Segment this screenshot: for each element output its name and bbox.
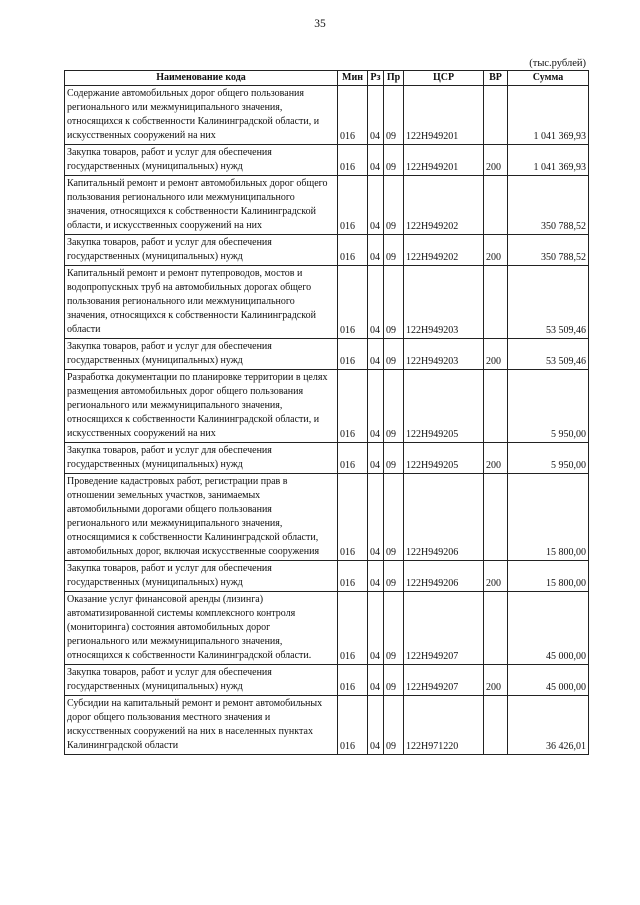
table-row	[65, 176, 589, 235]
row-rz: 04	[368, 176, 384, 235]
row-sum: 350 788,52	[508, 235, 589, 266]
row-name: Закупка товаров, работ и услуг для обеспечения государственных (муниципальных) нужд	[65, 235, 338, 266]
row-sum: 15 800,00	[508, 474, 589, 561]
row-rz: 04	[368, 235, 384, 266]
row-sum: 15 800,00	[508, 561, 589, 592]
row-min: 016	[338, 561, 368, 592]
header-min: Мин	[338, 71, 368, 86]
row-vr	[484, 176, 508, 235]
table-row	[65, 443, 589, 474]
row-sum: 45 000,00	[508, 592, 589, 665]
row-pr: 09	[384, 370, 404, 443]
row-pr: 09	[384, 474, 404, 561]
row-csr: 122Н949205	[404, 370, 484, 443]
row-min: 016	[338, 370, 368, 443]
table-row	[65, 235, 589, 266]
row-min: 016	[338, 266, 368, 339]
row-pr: 09	[384, 235, 404, 266]
row-csr: 122Н949203	[404, 339, 484, 370]
row-csr: 122Н949201	[404, 145, 484, 176]
row-pr: 09	[384, 176, 404, 235]
row-sum: 1 041 369,93	[508, 145, 589, 176]
budget-table	[64, 70, 589, 755]
row-pr: 09	[384, 266, 404, 339]
row-sum: 5 950,00	[508, 443, 589, 474]
row-rz: 04	[368, 443, 384, 474]
row-vr: 200	[484, 665, 508, 696]
row-vr	[484, 86, 508, 145]
row-pr: 09	[384, 443, 404, 474]
row-rz: 04	[368, 339, 384, 370]
row-vr: 200	[484, 235, 508, 266]
row-min: 016	[338, 665, 368, 696]
row-name: Капитальный ремонт и ремонт путепроводов, мостов и водопропускных труб на автомобильных дорогах общего пользования регионального или межмуниципального значения, относящихся к собственности Калининградской области	[65, 266, 338, 339]
row-min: 016	[338, 235, 368, 266]
row-min: 016	[338, 339, 368, 370]
row-csr: 122Н949203	[404, 266, 484, 339]
row-vr	[484, 370, 508, 443]
row-min: 016	[338, 86, 368, 145]
table-row	[65, 145, 589, 176]
row-vr	[484, 266, 508, 339]
row-csr: 122Н971220	[404, 696, 484, 755]
table-row	[65, 339, 589, 370]
row-name: Закупка товаров, работ и услуг для обеспечения государственных (муниципальных) нужд	[65, 561, 338, 592]
table-row	[65, 266, 589, 339]
row-rz: 04	[368, 561, 384, 592]
row-rz: 04	[368, 370, 384, 443]
row-vr	[484, 592, 508, 665]
row-name: Капитальный ремонт и ремонт автомобильных дорог общего пользования регионального или межмуниципального значения, относящихся к собственности Калининградской области, и искусственных сооружений на них	[65, 176, 338, 235]
row-pr: 09	[384, 561, 404, 592]
row-rz: 04	[368, 665, 384, 696]
row-name: Проведение кадастровых работ, регистрации прав в отношении земельных участков, занимаемых автомобильными дорогами общего пользования регионального или межмуниципального значения, относящимися к собственности Калининградской области, автомобильных дорог, включая искусственные сооружения	[65, 474, 338, 561]
row-csr: 122Н949202	[404, 176, 484, 235]
row-pr: 09	[384, 696, 404, 755]
row-name: Закупка товаров, работ и услуг для обеспечения государственных (муниципальных) нужд	[65, 443, 338, 474]
row-rz: 04	[368, 145, 384, 176]
row-vr: 200	[484, 443, 508, 474]
row-min: 016	[338, 176, 368, 235]
row-csr: 122Н949202	[404, 235, 484, 266]
header-pr: Пр	[384, 71, 404, 86]
header-rz: Рз	[368, 71, 384, 86]
table-row	[65, 86, 589, 145]
table-header-row	[65, 71, 589, 86]
row-vr	[484, 696, 508, 755]
row-sum: 36 426,01	[508, 696, 589, 755]
row-min: 016	[338, 696, 368, 755]
row-name: Закупка товаров, работ и услуг для обеспечения государственных (муниципальных) нужд	[65, 145, 338, 176]
row-rz: 04	[368, 592, 384, 665]
table-row	[65, 474, 589, 561]
row-min: 016	[338, 474, 368, 561]
row-min: 016	[338, 145, 368, 176]
row-rz: 04	[368, 696, 384, 755]
row-name: Оказание услуг финансовой аренды (лизинга) автоматизированной системы комплексного контроля (мониторинга) состояния автомобильных дорог регионального или межмуниципального значения, относящихся к собственности Калининградской области.	[65, 592, 338, 665]
header-name: Наименование кода	[65, 71, 338, 86]
row-csr: 122Н949206	[404, 474, 484, 561]
row-vr: 200	[484, 145, 508, 176]
row-vr: 200	[484, 339, 508, 370]
row-pr: 09	[384, 145, 404, 176]
row-name: Разработка документации по планировке территории в целях размещения автомобильных дорог общего пользования регионального или межмуниципального значения, относящихся к собственности Калининградской области, и искусственных сооружений на них	[65, 370, 338, 443]
row-csr: 122Н949201	[404, 86, 484, 145]
row-name: Закупка товаров, работ и услуг для обеспечения государственных (муниципальных) нужд	[65, 339, 338, 370]
row-pr: 09	[384, 339, 404, 370]
header-csr: ЦСР	[404, 71, 484, 86]
row-csr: 122Н949207	[404, 665, 484, 696]
row-sum: 350 788,52	[508, 176, 589, 235]
row-name: Содержание автомобильных дорог общего пользования регионального или межмуниципального значения, относящихся к собственности Калининградской области, и искусственных сооружений на них	[65, 86, 338, 145]
table-row	[65, 665, 589, 696]
row-rz: 04	[368, 86, 384, 145]
table-row	[65, 370, 589, 443]
row-csr: 122Н949205	[404, 443, 484, 474]
table-row	[65, 561, 589, 592]
row-csr: 122Н949206	[404, 561, 484, 592]
header-sum: Сумма	[508, 71, 589, 86]
row-min: 016	[338, 592, 368, 665]
row-pr: 09	[384, 86, 404, 145]
row-csr: 122Н949207	[404, 592, 484, 665]
row-vr	[484, 474, 508, 561]
header-vr: ВР	[484, 71, 508, 86]
row-pr: 09	[384, 592, 404, 665]
row-sum: 5 950,00	[508, 370, 589, 443]
row-rz: 04	[368, 474, 384, 561]
units-label: (тыс.рублей)	[529, 58, 586, 69]
table-row	[65, 592, 589, 665]
row-sum: 53 509,46	[508, 266, 589, 339]
row-name: Закупка товаров, работ и услуг для обеспечения государственных (муниципальных) нужд	[65, 665, 338, 696]
page-number: 35	[314, 18, 326, 30]
row-name: Субсидии на капитальный ремонт и ремонт автомобильных дорог общего пользования местного значения и искусственных сооружений на них в населенных пунктах Калининградской области	[65, 696, 338, 755]
row-vr: 200	[484, 561, 508, 592]
row-sum: 45 000,00	[508, 665, 589, 696]
row-min: 016	[338, 443, 368, 474]
row-sum: 1 041 369,93	[508, 86, 589, 145]
row-rz: 04	[368, 266, 384, 339]
row-pr: 09	[384, 665, 404, 696]
row-sum: 53 509,46	[508, 339, 589, 370]
table-row	[65, 696, 589, 755]
